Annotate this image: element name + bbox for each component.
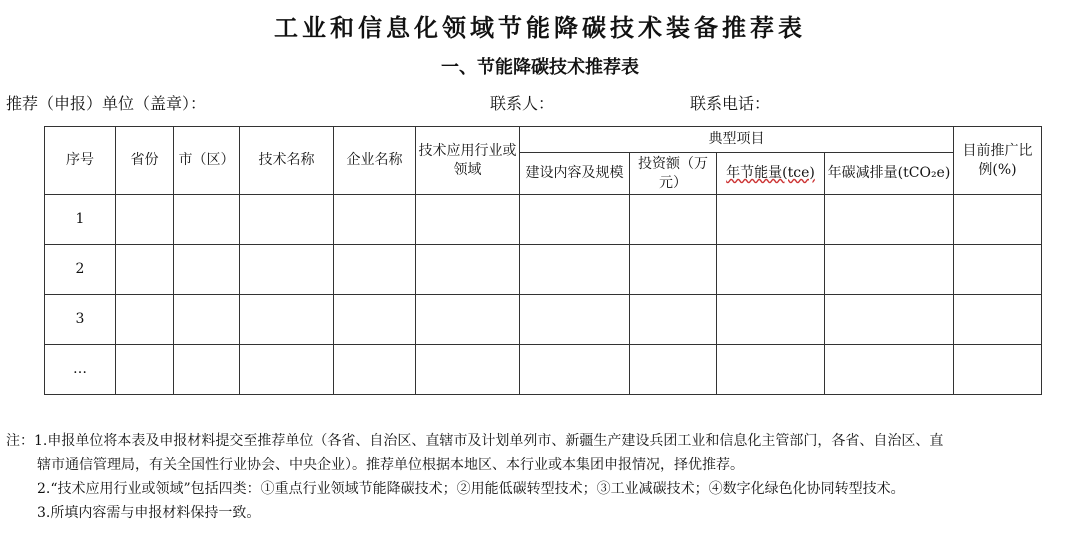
cell-tech-name[interactable]	[240, 195, 334, 245]
cell-province[interactable]	[116, 195, 174, 245]
table-row	[45, 345, 1042, 395]
cell-investment[interactable]	[630, 345, 717, 395]
cell-promotion[interactable]	[954, 245, 1042, 295]
note-2: 2.“技术应用行业或领域”包括四类：①重点行业领域节能降碳技术；②用能低碳转型技术；③工业减碳技术；④数字化绿色化协同转型技术。	[37, 481, 905, 497]
table-row	[45, 245, 1042, 295]
cell-construction[interactable]	[520, 295, 630, 345]
cell-industry[interactable]	[416, 245, 520, 295]
cell-tech-name[interactable]	[240, 345, 334, 395]
cell-company[interactable]	[334, 295, 416, 345]
row-index: …	[45, 345, 116, 395]
table-row	[45, 295, 1042, 345]
cell-construction[interactable]	[520, 245, 630, 295]
header-industry: 技术应用行业或领域	[416, 127, 520, 195]
row-index: 3	[45, 295, 116, 345]
recommending-unit-label: 推荐（申报）单位（盖章）：	[6, 94, 207, 113]
cell-tech-name[interactable]	[240, 295, 334, 345]
cell-carbon-reduction[interactable]	[825, 195, 954, 245]
cell-energy-saving[interactable]	[717, 295, 825, 345]
header-typical-project: 典型项目	[520, 127, 954, 153]
recommendation-table	[44, 126, 1042, 395]
notes-section	[6, 429, 1076, 525]
cell-company[interactable]	[334, 345, 416, 395]
header-construction: 建设内容及规模	[520, 153, 630, 195]
cell-energy-saving[interactable]	[717, 245, 825, 295]
cell-construction[interactable]	[520, 195, 630, 245]
header-investment: 投资额（万元）	[630, 153, 717, 195]
header-carbon-reduction: 年碳减排量(tCO₂e)	[825, 153, 954, 195]
cell-industry[interactable]	[416, 195, 520, 245]
cell-industry[interactable]	[416, 295, 520, 345]
cell-industry[interactable]	[416, 345, 520, 395]
header-province: 省份	[116, 127, 174, 195]
table-row	[45, 195, 1042, 245]
page-title: 工业和信息化领域节能降碳技术装备推荐表	[274, 13, 806, 42]
cell-carbon-reduction[interactable]	[825, 345, 954, 395]
cell-construction[interactable]	[520, 345, 630, 395]
cell-energy-saving[interactable]	[717, 345, 825, 395]
header-tech-name: 技术名称	[240, 127, 334, 195]
cell-promotion[interactable]	[954, 295, 1042, 345]
row-index: 2	[45, 245, 116, 295]
header-promotion: 目前推广比例(%)	[954, 127, 1042, 195]
cell-carbon-reduction[interactable]	[825, 295, 954, 345]
row-index: 1	[45, 195, 116, 245]
cell-company[interactable]	[334, 195, 416, 245]
cell-carbon-reduction[interactable]	[825, 245, 954, 295]
header-company: 企业名称	[334, 127, 416, 195]
cell-promotion[interactable]	[954, 195, 1042, 245]
cell-city[interactable]	[174, 245, 240, 295]
header-index: 序号	[45, 127, 116, 195]
cell-province[interactable]	[116, 345, 174, 395]
header-city: 市（区）	[174, 127, 240, 195]
cell-energy-saving[interactable]	[717, 195, 825, 245]
note-1-line-2: 辖市通信管理局，有关全国性行业协会、中央企业）。推荐单位根据本地区、本行业或本集团申报情况，择优推荐。	[37, 457, 744, 473]
cell-investment[interactable]	[630, 295, 717, 345]
header-energy-saving: 年节能量(tce)	[717, 153, 825, 195]
note-1-line-1: 注：1.申报单位将本表及申报材料提交至推荐单位（各省、自治区、直辖市及计划单列市、新疆生产建设兵团工业和信息化主管部门，各省、自治区、直	[6, 433, 944, 449]
section-subtitle: 一、节能降碳技术推荐表	[441, 57, 639, 78]
contact-phone-label: 联系电话：	[690, 94, 771, 113]
cell-province[interactable]	[116, 295, 174, 345]
cell-promotion[interactable]	[954, 345, 1042, 395]
cell-city[interactable]	[174, 295, 240, 345]
note-3: 3.所填内容需与申报材料保持一致。	[37, 505, 261, 521]
cell-investment[interactable]	[630, 245, 717, 295]
cell-city[interactable]	[174, 345, 240, 395]
cell-tech-name[interactable]	[240, 245, 334, 295]
cell-investment[interactable]	[630, 195, 717, 245]
cell-city[interactable]	[174, 195, 240, 245]
contact-person-label: 联系人：	[490, 94, 555, 113]
cell-province[interactable]	[116, 245, 174, 295]
cell-company[interactable]	[334, 245, 416, 295]
